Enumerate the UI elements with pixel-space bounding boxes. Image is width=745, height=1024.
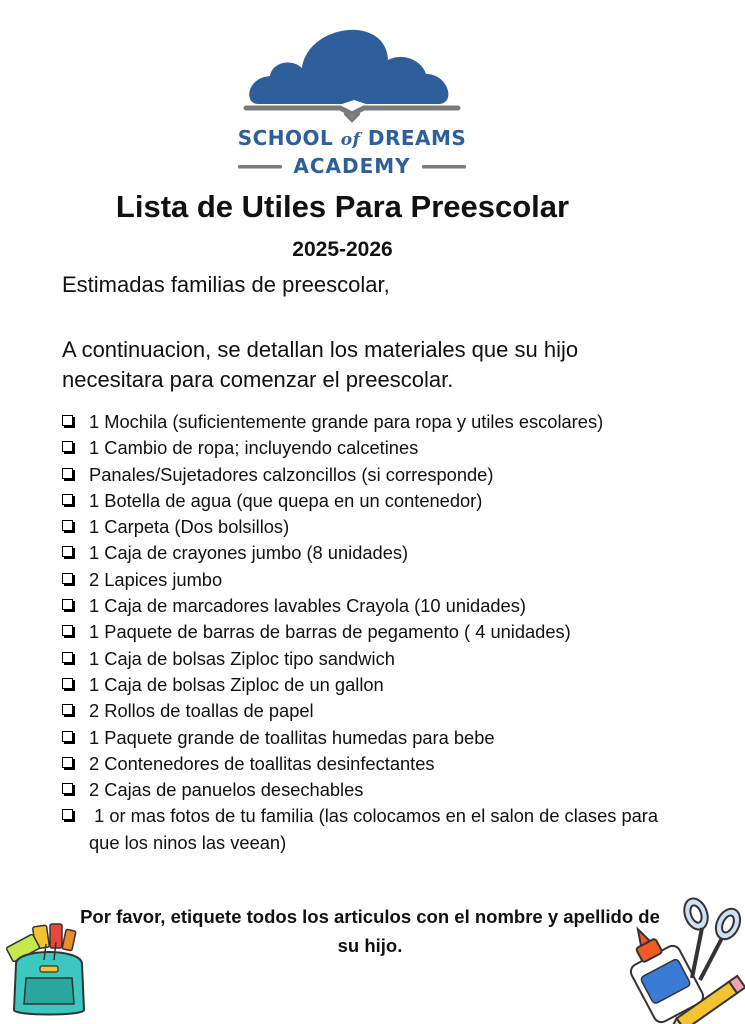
greeting: Estimadas familias de preescolar, bbox=[62, 272, 390, 297]
checkbox-icon bbox=[62, 494, 73, 505]
list-item: 2 Rollos de toallas de papel bbox=[62, 698, 662, 724]
list-item: 1 Caja de crayones jumbo (8 unidades) bbox=[62, 540, 662, 566]
checkbox-icon bbox=[62, 783, 73, 794]
list-item: Panales/Sujetadores calzoncillos (si corresponde) bbox=[62, 462, 662, 488]
supply-list bbox=[62, 409, 662, 856]
list-item: 1 Carpeta (Dos bolsillos) bbox=[62, 514, 662, 540]
backpack-icon bbox=[4, 920, 94, 1020]
checkbox-icon bbox=[62, 441, 73, 452]
checkbox-icon bbox=[62, 678, 73, 689]
cloud-book-icon bbox=[236, 14, 468, 126]
checkbox-icon bbox=[62, 809, 73, 820]
page-title: Lista de Utiles Para Preescolar bbox=[115, 189, 570, 224]
checkbox-icon bbox=[62, 599, 73, 610]
list-item: 1 Caja de bolsas Ziploc tipo sandwich bbox=[62, 646, 662, 672]
list-item: 1 or mas fotos de tu familia (las colocamos en el salon de clases para que los ninos las veean) bbox=[62, 803, 662, 856]
checkbox-icon bbox=[62, 757, 73, 768]
checkbox-icon bbox=[62, 573, 73, 584]
label-reminder: Por favor, etiquete todos los articulos con el nombre y apellido de su hijo. bbox=[80, 906, 660, 956]
list-item: 1 Botella de agua (que quepa en un contenedor) bbox=[62, 488, 662, 514]
checkbox-icon bbox=[62, 704, 73, 715]
checkbox-icon bbox=[62, 468, 73, 479]
list-item: 1 Caja de marcadores lavables Crayola (10 unidades) bbox=[62, 593, 662, 619]
school-year: 2025-2026 bbox=[292, 238, 393, 261]
logo-name-line2: ACADEMY bbox=[293, 154, 411, 178]
checkbox-icon bbox=[62, 731, 73, 742]
list-item: 1 Paquete grande de toallitas humedas para bebe bbox=[62, 725, 662, 751]
checkbox-icon bbox=[62, 415, 73, 426]
list-item: 2 Cajas de panuelos desechables bbox=[62, 777, 662, 803]
list-item: 1 Paquete de barras de barras de pegamento ( 4 unidades) bbox=[62, 619, 662, 645]
list-item: 1 Cambio de ropa; incluyendo calcetines bbox=[62, 435, 662, 461]
glue-scissors-icon bbox=[604, 892, 745, 1024]
checkbox-icon bbox=[62, 652, 73, 663]
list-item: 1 Caja de bolsas Ziploc de un gallon bbox=[62, 672, 662, 698]
logo-name-line1: SCHOOL of DREAMS bbox=[237, 126, 467, 150]
school-logo bbox=[236, 14, 468, 182]
checkbox-icon bbox=[62, 625, 73, 636]
list-item: 2 Contenedores de toallitas desinfectantes bbox=[62, 751, 662, 777]
checkbox-icon bbox=[62, 520, 73, 531]
checkbox-icon bbox=[62, 546, 73, 557]
list-item: 2 Lapices jumbo bbox=[62, 567, 662, 593]
intro-paragraph: A continuacion, se detallan los materiales que su hijo necesitara para comenzar el preescolar. bbox=[62, 337, 579, 392]
list-item: 1 Mochila (suficientemente grande para ropa y utiles escolares) bbox=[62, 409, 662, 435]
